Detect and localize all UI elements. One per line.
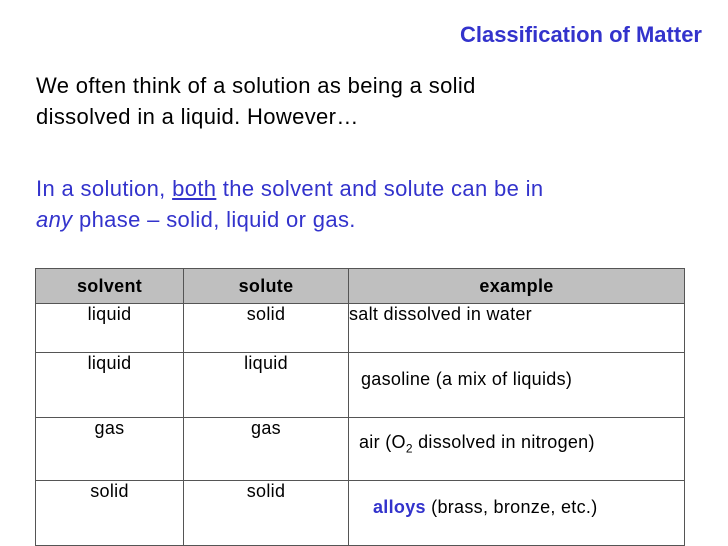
intro-line-1: We often think of a solution as being a solid xyxy=(36,73,476,98)
table-row xyxy=(36,418,685,481)
cell-solvent: liquid xyxy=(36,353,184,418)
slide-title: Classification of Matter xyxy=(459,22,702,47)
header-solute: solute xyxy=(184,269,349,304)
table-row xyxy=(36,304,685,353)
table-row xyxy=(36,353,685,418)
table-row xyxy=(36,481,685,546)
cell-solvent: gas xyxy=(36,418,184,481)
header-solvent: solvent xyxy=(36,269,184,304)
table-header-row xyxy=(36,269,685,304)
example-text: (brass, bronze, etc.) xyxy=(425,497,598,517)
oxygen-subscript: 2 xyxy=(405,441,413,456)
cell-example xyxy=(349,481,685,546)
cell-solute: liquid xyxy=(184,353,349,418)
cell-solvent: liquid xyxy=(36,304,184,353)
key-point-suffix: phase – solid, liquid or gas. xyxy=(72,207,356,232)
key-point-emphasis: both xyxy=(172,176,217,201)
key-point-prefix: In a solution, xyxy=(36,176,173,201)
cell-solute: solid xyxy=(184,481,349,546)
intro-line-2: dissolved in a liquid. However… xyxy=(36,104,359,129)
alloys-highlight: alloys xyxy=(373,497,426,517)
key-point-middle: the solvent and solute can be in xyxy=(216,176,544,201)
cell-example xyxy=(349,418,685,481)
cell-example: salt dissolved in water xyxy=(349,304,685,353)
cell-example: gasoline (a mix of liquids) xyxy=(349,353,685,418)
key-point-paragraph xyxy=(36,173,696,235)
key-point-italic: any xyxy=(36,207,73,232)
cell-solute: gas xyxy=(184,418,349,481)
example-text: air (O xyxy=(359,432,406,452)
intro-paragraph xyxy=(36,70,696,132)
solution-phase-table xyxy=(35,268,685,546)
example-text: dissolved in nitrogen) xyxy=(412,432,595,452)
header-example: example xyxy=(349,269,685,304)
cell-solute: solid xyxy=(184,304,349,353)
cell-solvent: solid xyxy=(36,481,184,546)
